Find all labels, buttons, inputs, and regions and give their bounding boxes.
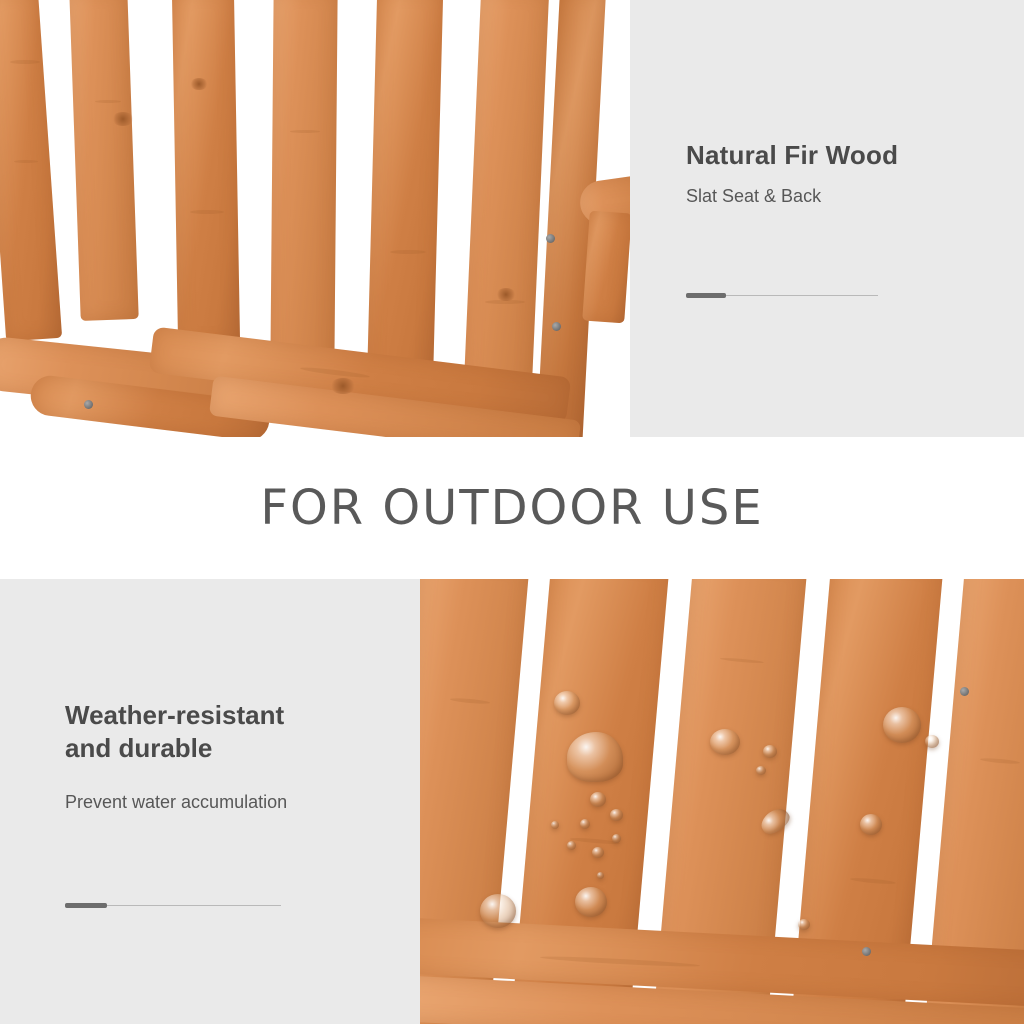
water-droplet	[597, 872, 604, 879]
screw-icon	[546, 234, 555, 243]
natural-fir-wood-photo	[0, 0, 630, 437]
bottom-feature-subtitle: Prevent water accumulation	[65, 792, 288, 812]
water-droplet	[480, 894, 516, 928]
water-droplet	[580, 819, 590, 829]
wood-slat-with-droplets-illustration	[420, 579, 1024, 1024]
water-droplet	[567, 841, 576, 850]
screw-icon	[84, 400, 93, 409]
water-resistance-photo	[420, 579, 1024, 1024]
water-droplet	[763, 745, 777, 758]
bottom-divider-accent	[65, 903, 107, 908]
water-droplet	[883, 707, 921, 743]
water-droplet	[575, 887, 607, 917]
water-droplet	[590, 792, 606, 807]
water-droplet	[554, 691, 580, 715]
screw-icon	[862, 947, 871, 956]
top-feature-subtitle: Slat Seat & Back	[686, 186, 822, 206]
water-droplet	[860, 814, 882, 835]
bottom-feature-text-block	[0, 579, 420, 1024]
banner-headline: FOR OUTDOOR USE	[260, 480, 764, 536]
bottom-feature-title-line2: and durable	[65, 733, 213, 764]
water-droplet	[592, 847, 604, 858]
top-feature-panel	[0, 0, 1024, 437]
water-droplet	[710, 729, 740, 755]
screw-icon	[552, 322, 561, 331]
water-droplet	[798, 919, 810, 930]
screw-icon	[960, 687, 969, 696]
water-droplet	[567, 732, 623, 782]
water-droplet	[551, 821, 559, 829]
bottom-feature-title-line1: Weather-resistant	[65, 700, 285, 730]
top-divider-accent	[686, 293, 726, 298]
water-droplet	[610, 809, 623, 821]
top-feature-text-block	[630, 0, 1024, 437]
bottom-feature-panel	[0, 579, 1024, 1024]
bottom-feature-title	[65, 699, 375, 766]
water-droplet	[612, 834, 621, 843]
wood-slat-illustration	[0, 0, 630, 437]
top-feature-title: Natural Fir Wood	[686, 140, 899, 170]
water-droplet	[925, 735, 939, 748]
outdoor-use-banner	[0, 437, 1024, 579]
water-droplet	[756, 766, 766, 775]
